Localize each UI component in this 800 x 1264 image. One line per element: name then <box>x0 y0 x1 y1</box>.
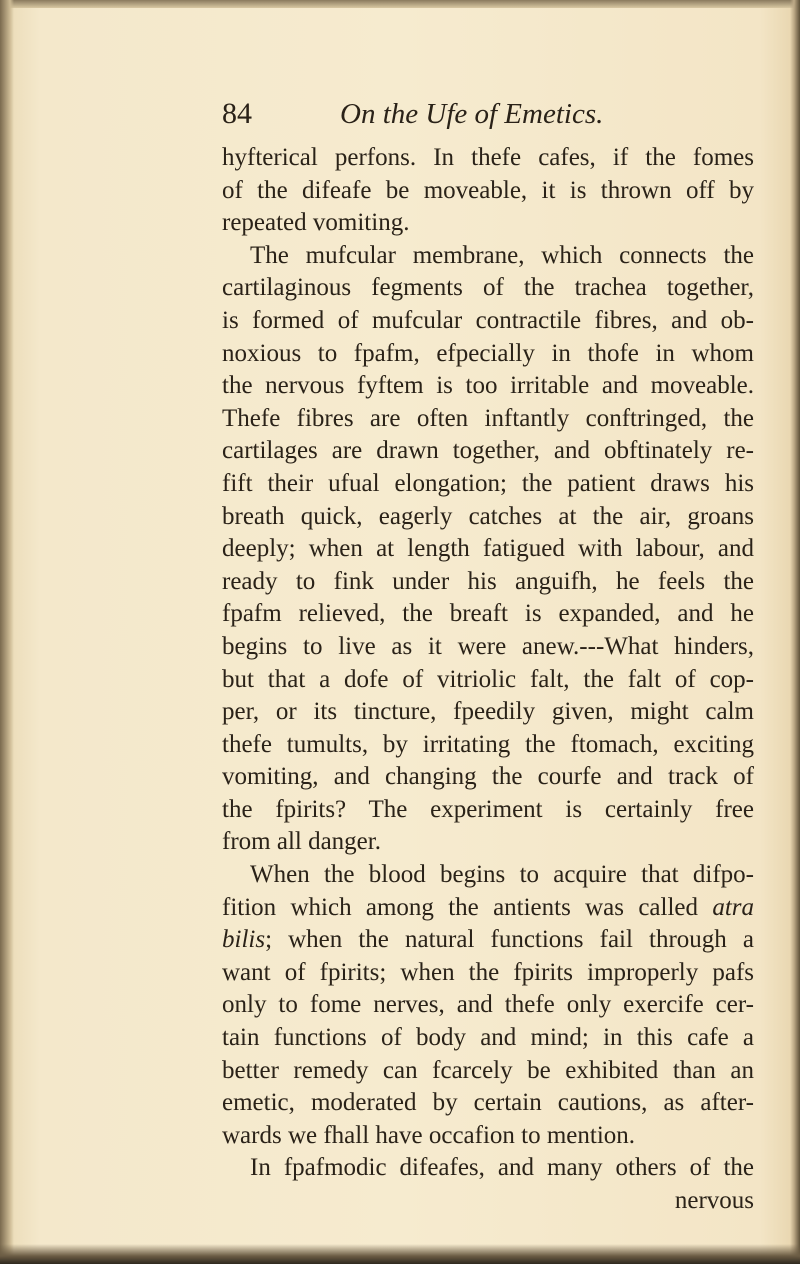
text-line: wards we fhall have occafion to mention. <box>222 1121 636 1149</box>
text-line: want of fpirits; when the fpirits improperly pafs <box>222 958 754 986</box>
text-line <box>222 924 754 957</box>
catchword: nervous <box>674 1187 754 1214</box>
running-head: On the Ufe of Emetics. <box>340 98 604 130</box>
text-line: better remedy can fcarcely be exhibited than an <box>222 1056 754 1084</box>
page-right-edge <box>790 0 800 1264</box>
text-line: but that a dofe of vitriolic falt, the falt of cop- <box>222 665 754 693</box>
text-line: thefe tumults, by irritating the ftomach, exciting <box>222 730 754 758</box>
text-line: Thefe fibres are often inftantly conftringed, the <box>222 404 754 432</box>
text-line: begins to live as it were anew.---What hinders, <box>222 632 754 660</box>
italic-term: atra <box>712 893 754 921</box>
text-line: breath quick, eagerly catches at the air, groans <box>222 502 754 530</box>
text-line: the nervous fyftem is too irritable and moveable. <box>222 372 754 400</box>
text-line: cartilages are drawn together, and obftinately re- <box>222 437 754 465</box>
page-header <box>222 96 642 136</box>
text-line: fpafm relieved, the breaft is expanded, and he <box>222 600 754 628</box>
text-line: is formed of mufcular contractile fibres, and ob- <box>222 306 754 334</box>
text-line: from all danger. <box>222 828 381 856</box>
body-text <box>222 142 754 1218</box>
italic-term: bilis <box>222 926 266 954</box>
text-line: of the difeafe be moveable, it is thrown off by <box>222 176 754 204</box>
text-line: fift their ufual elongation; the patient draws his <box>222 469 754 497</box>
text-fragment: ; when the natural functions fail through a <box>265 926 754 954</box>
page-left-edge <box>0 0 14 1264</box>
page-top-edge <box>0 0 800 8</box>
text-line: deeply; when at length fatigued with labour, and <box>222 535 754 563</box>
page-number: 84 <box>222 97 252 130</box>
text-line: ready to fink under his anguifh, he feels the <box>222 567 754 595</box>
page-bottom-edge <box>0 1244 800 1264</box>
text-line: hyfterical perfons. In thefe cafes, if the fomes <box>222 144 754 171</box>
paragraph-start-line: In fpafmodic difeafes, and many others of the <box>250 1154 754 1182</box>
text-line: emetic, moderated by certain cautions, as after- <box>222 1089 754 1117</box>
text-line: repeated vomiting. <box>222 209 410 237</box>
text-line: per, or its tincture, fpeedily given, might calm <box>222 698 754 726</box>
text-line: vomiting, and changing the courfe and track of <box>222 763 754 791</box>
text-line: only to fome nerves, and thefe only exercife cer- <box>222 991 754 1019</box>
paragraph-start-line: When the blood begins to acquire that difpo- <box>250 861 754 889</box>
text-line: noxious to fpafm, efpecially in thofe in whom <box>222 339 754 367</box>
paragraph-start-line: The mufcular membrane, which connects the <box>250 241 754 269</box>
text-fragment: fition which among the antients was called <box>222 893 698 921</box>
text-line: cartilaginous fegments of the trachea together, <box>222 274 754 302</box>
text-line: the fpirits? The experiment is certainly free <box>222 795 754 823</box>
text-line: tain functions of body and mind; in this cafe a <box>222 1024 754 1052</box>
text-line <box>222 892 754 925</box>
